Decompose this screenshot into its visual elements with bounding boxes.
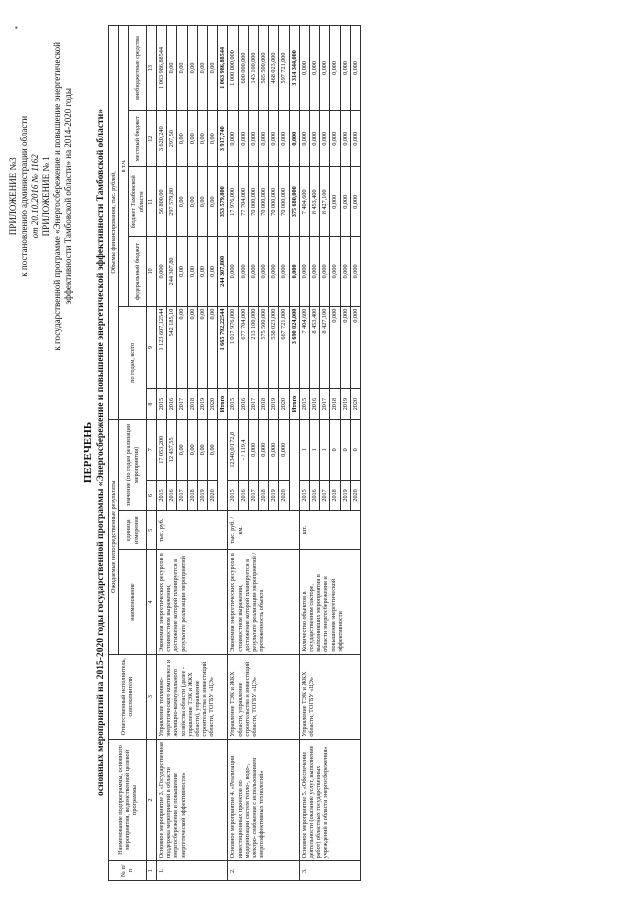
funding-year: 2020 [208, 389, 218, 419]
funding-regional: 0,00 [187, 167, 197, 237]
funding-regional: 70 000,000 [248, 167, 258, 237]
table-row [157, 26, 167, 881]
result-value: 1 [310, 419, 320, 480]
empty-cell [289, 419, 299, 510]
result-unit: шт. [299, 511, 360, 550]
total-label: Итого [289, 389, 299, 419]
funding-extra: 0,00 [208, 26, 218, 111]
result-year: 2018 [330, 480, 340, 510]
funding-federal: 0,00 [197, 237, 207, 307]
column-number: 6 [146, 480, 156, 510]
funding-extra: 0,000 [310, 26, 320, 111]
row-number: 2. [228, 861, 299, 881]
funding-regional: 17 976,000 [228, 167, 238, 237]
funding-regional: 297 579,80 [167, 167, 177, 237]
result-value: 0,000 [248, 419, 258, 480]
funding-local: 0,00 [197, 110, 207, 167]
result-value: 17 053,200 [157, 419, 167, 480]
funding-total: 667 721,000 [279, 306, 289, 389]
result-value: - / 119,4 [238, 419, 248, 480]
program-ref-2: эффективности Тамбовской области» на 2014-2020 годы [63, 88, 73, 305]
total-all: 1 665 792,22544 [218, 306, 228, 389]
result-year: 2016 [167, 480, 177, 510]
funding-regional: 0,00 [197, 167, 207, 237]
total-extra: 1 063 986,88544 [218, 26, 228, 111]
measure-name: Основное мероприятие 4. «Реализация инвестиционных проектов по модернизации систем тепло-, водо-, электро- снабжения с использованием энергоэффективных технологий» [228, 739, 299, 861]
funding-year: 2015 [299, 389, 309, 419]
funding-extra: 468 023,000 [269, 26, 279, 111]
funding-year: 2020 [279, 389, 289, 419]
row-number: 3. [299, 861, 360, 881]
funding-total: 0,00 [208, 306, 218, 389]
result-year: 2016 [310, 480, 320, 510]
funding-extra: 0,00 [187, 26, 197, 111]
total-extra: 3 314 344,000 [289, 26, 299, 111]
funding-federal: 0,000 [279, 237, 289, 307]
funding-regional: 56 800,00 [157, 167, 167, 237]
funding-regional: 0,000 [350, 167, 360, 237]
funding-extra: 0,00 [197, 26, 207, 111]
appendix-header [8, 42, 74, 351]
result-value: 1 [320, 419, 330, 480]
result-year: 2019 [340, 480, 350, 510]
funding-extra: 600 000,000 [238, 26, 248, 111]
column-number: 3 [146, 654, 156, 739]
funding-local: 3 620,240 [157, 110, 167, 167]
total-label: Итого [218, 389, 228, 419]
funding-federal: 0,000 [299, 237, 309, 307]
column-number: 7 [146, 419, 156, 480]
funding-federal: 0,00 [177, 237, 187, 307]
column-number-row [146, 26, 156, 881]
column-number: 10 [146, 237, 156, 307]
funding-regional: 70 000,000 [259, 167, 269, 237]
funding-local: 0,000 [299, 110, 309, 167]
total-local: 0,000 [289, 110, 299, 167]
funding-total: 542 185,10 [167, 306, 177, 389]
column-number: 1 [146, 861, 156, 881]
funding-local: 0,000 [279, 110, 289, 167]
funding-year: 2019 [197, 389, 207, 419]
resolution-date: от 20.10.2016 № 1162 [30, 154, 40, 239]
funding-total: 8 453,400 [310, 306, 320, 389]
funding-total: 575 500,000 [259, 306, 269, 389]
funding-total: 1 017 976,000 [228, 306, 238, 389]
funding-year: 2018 [187, 389, 197, 419]
table-body [157, 26, 361, 881]
measures-table [108, 25, 361, 881]
funding-total: 0,000 [330, 306, 340, 389]
funding-federal: 0,000 [228, 237, 238, 307]
total-federal: 244 307,800 [218, 237, 228, 307]
funding-local: 0,000 [350, 110, 360, 167]
funding-total: 8 427,100 [320, 306, 330, 389]
funding-regional: 8 453,400 [310, 167, 320, 237]
result-value: 0,00 [208, 419, 218, 480]
funding-federal: 0,00 [187, 237, 197, 307]
result-value: 1 [299, 419, 309, 480]
funding-federal: 0,000 [157, 237, 167, 307]
funding-total: 0,000 [340, 306, 350, 389]
row-number: 1. [157, 861, 228, 881]
funding-year: 2018 [259, 389, 269, 419]
col-by-year: по годам, всего [119, 306, 147, 419]
funding-local: 0,000 [259, 110, 269, 167]
funding-federal: 0,000 [340, 237, 350, 307]
column-number: 4 [146, 550, 156, 654]
funding-total: 0,00 [197, 306, 207, 389]
funding-total: 7 404,600 [299, 306, 309, 389]
funding-year: 2015 [157, 389, 167, 419]
result-year: 2020 [279, 480, 289, 510]
funding-local: 0,00 [177, 110, 187, 167]
funding-year: 2020 [350, 389, 360, 419]
col-local: местный бюджет [129, 110, 146, 167]
funding-federal: 0,000 [238, 237, 248, 307]
funding-regional: 77 704,000 [238, 167, 248, 237]
result-unit: тыс. руб. /км. [228, 511, 299, 550]
appendix-label: ПРИЛОЖЕНИЕ №3 [8, 157, 18, 236]
result-value: 0,000 [269, 419, 279, 480]
column-number: 12 [146, 110, 156, 167]
funding-total: 0,000 [350, 306, 360, 389]
result-value: 12 437,55 [167, 419, 177, 480]
funding-local: 0,00 [208, 110, 218, 167]
table-row [299, 26, 309, 881]
result-name: Экономия энергетических ресурсов в стоимостном выражении, достижение которой планируется в результате реализации мероприятий / протяженность объекта [228, 550, 299, 654]
funding-extra: 0,00 [177, 26, 187, 111]
funding-extra: 0,000 [350, 26, 360, 111]
funding-federal: 0,00 [208, 237, 218, 307]
funding-year: 2016 [167, 389, 177, 419]
funding-year: 2019 [340, 389, 350, 419]
funding-federal: 0,000 [310, 237, 320, 307]
funding-local: 0,000 [340, 110, 350, 167]
funding-regional: 8 427,100 [320, 167, 330, 237]
column-number: 13 [146, 26, 156, 111]
funding-regional: 70 000,000 [269, 167, 279, 237]
result-year: 2015 [228, 480, 238, 510]
measure-executor: Управление топливно-энергетического комплекса и жилищно-коммунального хозяйства области (далее - управление ТЭК и ЖКХ области), управление строительства и инвестиций области, ТОГБУ «ЦЭ» [157, 654, 228, 739]
funding-local: 297,50 [167, 110, 177, 167]
document-title: ПЕРЕЧЕНЬ [82, 421, 94, 484]
col-unit: единица измерения [119, 511, 147, 550]
document-subtitle: основных мероприятий на 2015-2020 годы государственной программы «Энергосбережение и повышение энергетической эффективности Тамбовской области» [96, 109, 106, 796]
col-name: Наименование подпрограммы, основного мероприятия, ведомственной целевой программы [109, 739, 147, 861]
funding-total: 0,00 [187, 306, 197, 389]
result-year: 2018 [259, 480, 269, 510]
funding-local: 0,00 [187, 110, 197, 167]
col-federal: федеральный бюджет [129, 237, 146, 307]
funding-extra: 1 000 000,000 [228, 26, 238, 111]
result-value: 0,000 [279, 419, 289, 480]
funding-regional: 70 000,000 [279, 167, 289, 237]
result-value: 0,00 [187, 419, 197, 480]
measure-executor: Управление ТЭК и ЖКХ области, ТОГБУ «ЦЭ» [299, 654, 360, 739]
funding-extra: 143 100,000 [248, 26, 258, 111]
funding-federal: 0,000 [259, 237, 269, 307]
funding-extra: 1 063 986,88544 [157, 26, 167, 111]
column-number: 9 [146, 306, 156, 389]
result-name: Экономия энергетических ресурсов в стоимостном выражении, достижение которой планируется в результате реализации мероприятий [157, 550, 228, 654]
result-value: 0 [350, 419, 360, 480]
col-incl: в т.ч. [119, 26, 129, 307]
funding-year: 2018 [330, 389, 340, 419]
funding-year: 2017 [177, 389, 187, 419]
total-regional: 375 680,000 [289, 167, 299, 237]
funding-local: 0,000 [330, 110, 340, 167]
funding-extra: 597 721,000 [279, 26, 289, 111]
funding-total: 538 023,000 [269, 306, 279, 389]
funding-year: 2016 [310, 389, 320, 419]
col-regional: бюджет Тамбовской области [129, 167, 146, 237]
funding-year: 2016 [238, 389, 248, 419]
result-year: 2017 [248, 480, 258, 510]
funding-local: 0,000 [228, 110, 238, 167]
result-year: 2019 [269, 480, 279, 510]
total-regional: 353 579,800 [218, 167, 228, 237]
measure-name: Основное мероприятие 3. «Государственная поддержка мероприятий в области энергосбережения и повышения энергетической эффективности» [157, 739, 228, 861]
funding-extra: 0,000 [330, 26, 340, 111]
funding-local: 0,000 [248, 110, 258, 167]
col-result-name: наименование [119, 550, 147, 654]
result-value: 12340,0/172,8 [228, 419, 238, 480]
result-value: 0 [330, 419, 340, 480]
column-number: 2 [146, 739, 156, 861]
funding-local: 0,000 [238, 110, 248, 167]
measure-name: Основное мероприятие 5. «Обеспечение деятельности (оказание услуг, выполнение работ) областных государственных учреждений в области энергосбережения» [299, 739, 360, 861]
result-year: 2020 [208, 480, 218, 510]
col-expected: Ожидаемые непосредственные результаты [109, 419, 119, 654]
funding-federal: 244 307,80 [167, 237, 177, 307]
page-mark: * [14, 26, 22, 30]
funding-federal: 0,000 [320, 237, 330, 307]
result-year: 2017 [177, 480, 187, 510]
column-number: 11 [146, 167, 156, 237]
col-extra: внебюджетные средства [129, 26, 146, 111]
result-value: 0 [340, 419, 350, 480]
result-year: 2015 [299, 480, 309, 510]
funding-regional: 0,000 [330, 167, 340, 237]
funding-federal: 0,000 [330, 237, 340, 307]
funding-total: 1 123 607,12544 [157, 306, 167, 389]
funding-extra: 0,00 [167, 26, 177, 111]
funding-federal: 0,000 [248, 237, 258, 307]
funding-extra: 505 500,000 [259, 26, 269, 111]
result-unit: тыс. руб. [157, 511, 228, 550]
funding-local: 0,000 [310, 110, 320, 167]
empty-cell [218, 419, 228, 510]
funding-extra: 0,000 [320, 26, 330, 111]
funding-year: 2015 [228, 389, 238, 419]
funding-total: 213 100,000 [248, 306, 258, 389]
col-value: значение (по годам реализации мероприятия) [119, 419, 147, 510]
total-federal: 0,000 [289, 237, 299, 307]
measure-executor: Управление ТЭК и ЖКХ области, управление строительства и инвестиций области, ТОГБУ «ЦЭ» [228, 654, 299, 739]
result-value: 0,00 [197, 419, 207, 480]
result-year: 2020 [350, 480, 360, 510]
result-year: 2018 [187, 480, 197, 510]
result-name: Количество объектов в государственном секторе, выполнивших мероприятия в области энергосбережения и повышения энергетической эффективности [299, 550, 360, 654]
col-executor: Ответственный исполнитель, соисполнители [109, 654, 147, 739]
funding-federal: 0,000 [269, 237, 279, 307]
total-local: 3 917,740 [218, 110, 228, 167]
result-value: 0,00 [177, 419, 187, 480]
funding-extra: 0,000 [299, 26, 309, 111]
result-year: 2017 [320, 480, 330, 510]
result-year: 2019 [197, 480, 207, 510]
funding-year: 2017 [320, 389, 330, 419]
col-no: № п/п [109, 861, 147, 881]
funding-regional: 0,00 [177, 167, 187, 237]
col-funding: Объемы финансирования, тыс. рублей, [109, 26, 119, 420]
result-value: 0,000 [259, 419, 269, 480]
program-ref: к государственной программе «Энергосбережение и повышение энергетической [52, 42, 62, 351]
column-number: 8 [146, 389, 156, 419]
funding-extra: 0,000 [340, 26, 350, 111]
total-all: 3 690 024,000 [289, 306, 299, 389]
result-year: 2016 [238, 480, 248, 510]
appendix2-label: ПРИЛОЖЕНИЕ № 1 [41, 156, 51, 237]
column-number: 5 [146, 511, 156, 550]
result-year: 2015 [157, 480, 167, 510]
table-row [228, 26, 238, 881]
funding-total: 0,00 [177, 306, 187, 389]
funding-federal: 0,000 [350, 237, 360, 307]
funding-local: 0,000 [269, 110, 279, 167]
funding-regional: 0,00 [208, 167, 218, 237]
funding-regional: 0,000 [340, 167, 350, 237]
funding-regional: 7 404,600 [299, 167, 309, 237]
funding-local: 0,000 [320, 110, 330, 167]
funding-year: 2017 [248, 389, 258, 419]
funding-year: 2019 [269, 389, 279, 419]
resolution-label: к постановлению администрации области [19, 115, 29, 277]
funding-total: 677 704,000 [238, 306, 248, 389]
